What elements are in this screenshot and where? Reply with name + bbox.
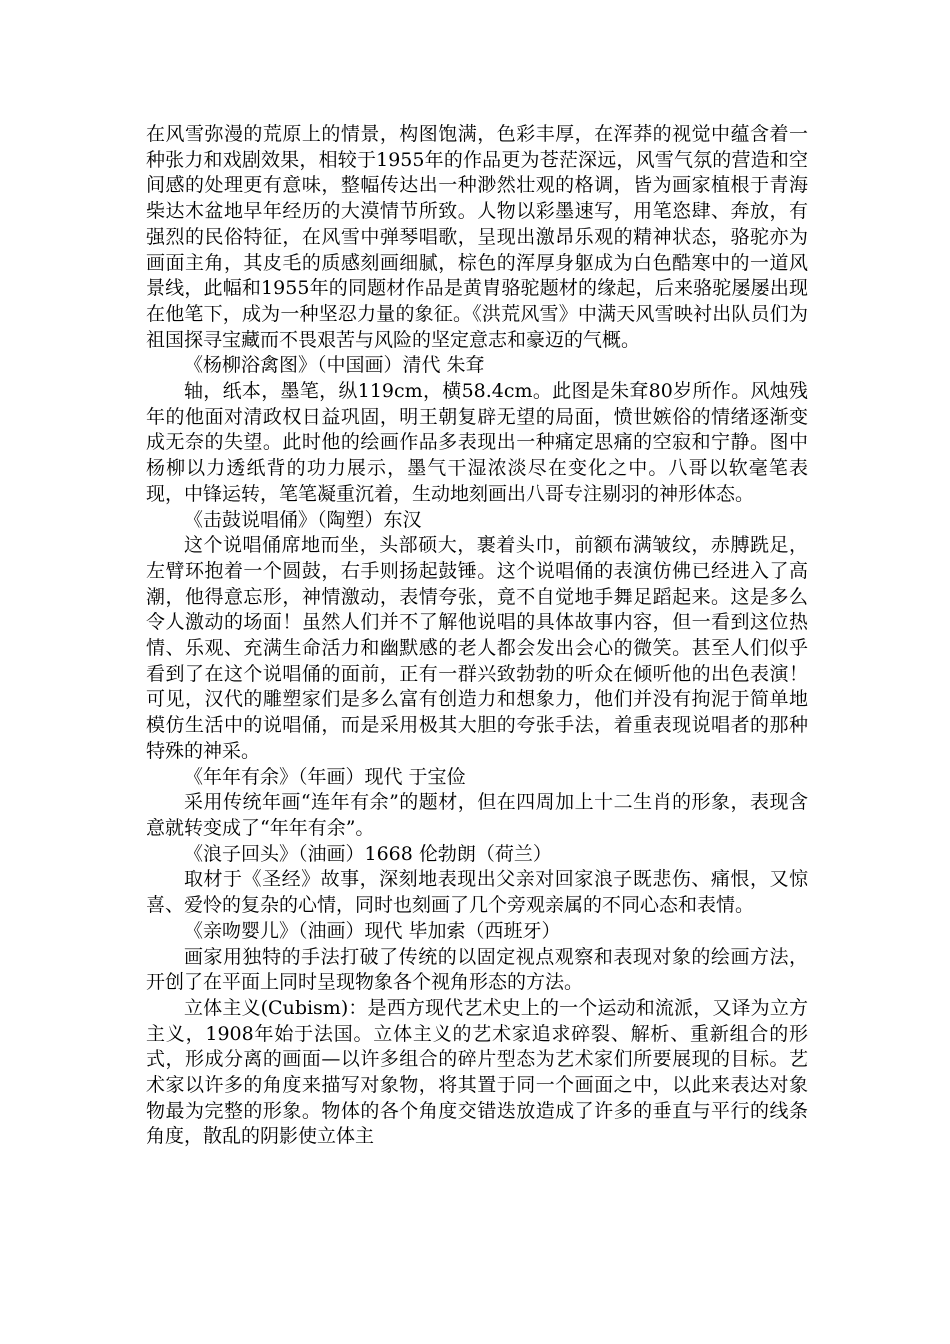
heading-langzi-huitou: 《浪子回头》（油画）1668 伦勃朗（荷兰） [184, 842, 552, 865]
paragraph-fengxue-intro: 在风雪弥漫的荒原上的情景，构图饱满，色彩丰厚，在浑莽的视觉中蕴含着一种张力和戏剧效果，相较于1955年的作品更为苍茫深远，风雪气氛的营造和空间感的处理更有意味，整幅传达出一种渺然壮观的格调，皆为画家植根于青海柴达木盆地早年经历的大漠情节所致。人物以彩墨速写，用笔恣肆、奔放，有强烈的民俗特征，在风雪中弹琴唱歌，呈现出激昂乐观的精神状态，骆驼亦为画面主角，其皮毛的质感刻画细腻，棕色的浑厚身躯成为白色酷寒中的一道风景线，此幅和1955年的同题材作品是黄胄骆驼题材的缘起，后来骆驼屡屡出现在他笔下，成为一种坚忍力量的象征。《洪荒风雪》中满天风雪映衬出队员们为祖国探寻宝藏而不畏艰苦与风险的坚定意志和豪迈的气概。 [146, 123, 808, 351]
paragraph-cubism: 立体主义(Cubism)：是西方现代艺术史上的一个运动和流派，又译为立方主义，1908年始于法国。立体主义的艺术家追求碎裂、解析、重新组合的形式，形成分离的画面—以许多组合的碎片型态为艺术家们所要展现的目标。艺术家以许多的角度来描写对象物，将其置于同一个画面之中，以此来表达对象物最为完整的形象。物体的各个角度交错迭放造成了许多的垂直与平行的线条角度，散乱的阴影使立体主 [146, 996, 808, 1148]
paragraph-yangliu-yuqin: 轴，纸本，墨笔，纵119cm，横58.4cm。此图是朱耷80岁所作。风烛残年的他面对清政权日益巩固，明王朝复辟无望的局面，愤世嫉俗的情绪逐渐变成无奈的失望。此时他的绘画作品多表现出一种痛定思痛的空寂和宁静。图中杨柳以力透纸背的功力展示，墨气干湿浓淡尽在变化之中。八哥以软毫笔表现，中锋运转，笔笔凝重沉着，生动地刻画出八哥专注剔羽的神形体态。 [146, 380, 808, 505]
heading-jigu-shuochang: 《击鼓说唱俑》（陶塑）东汉 [184, 508, 422, 531]
paragraph-niannian-youyu: 采用传统年画“连年有余”的题材，但在四周加上十二生肖的形象，表现含意就转变成了“年年有余”。 [146, 791, 808, 839]
document-body [146, 122, 808, 1150]
heading-niannian-youyu: 《年年有余》（年画）现代 于宝俭 [184, 765, 466, 788]
paragraph-langzi-huitou: 取材于《圣经》故事，深刻地表现出父亲对回家浪子既悲伤、痛恨，又惊喜、爱怜的复杂的心情，同时也刻画了几个旁观亲属的不同心态和表情。 [146, 868, 808, 917]
paragraph-qinwen-yinger: 画家用独特的手法打破了传统的以固定视点观察和表现对象的绘画方法，开创了在平面上同时呈现物象各个视角形态的方法。 [146, 945, 808, 994]
heading-qinwen-yinger: 《亲吻婴儿》（油画）现代 毕加索（西班牙） [184, 919, 561, 942]
heading-yangliu-yuqin: 《杨柳浴禽图》（中国画）清代 朱耷 [184, 354, 485, 377]
paragraph-jigu-shuochang: 这个说唱俑席地而坐，头部硕大，裹着头巾，前额布满皱纹，赤膊跣足，左臂环抱着一个圆鼓，右手则扬起鼓锤。这个说唱俑的表演仿佛已经进入了高潮，他得意忘形，神情激动，表情夸张，竟不自觉地手舞足蹈起来。这是多么令人激动的场面！虽然人们并不了解他说唱的具体故事内容，但一看到这位热情、乐观、充满生命活力和幽默感的老人都会发出会心的微笑。甚至人们似乎看到了在这个说唱俑的面前，正有一群兴致勃勃的听众在倾听他的出色表演！可见，汉代的雕塑家们是多么富有创造力和想象力，他们并没有拘泥于简单地模仿生活中的说唱俑，而是采用极其大胆的夸张手法，着重表现说唱者的那种特殊的神采。 [146, 534, 808, 762]
